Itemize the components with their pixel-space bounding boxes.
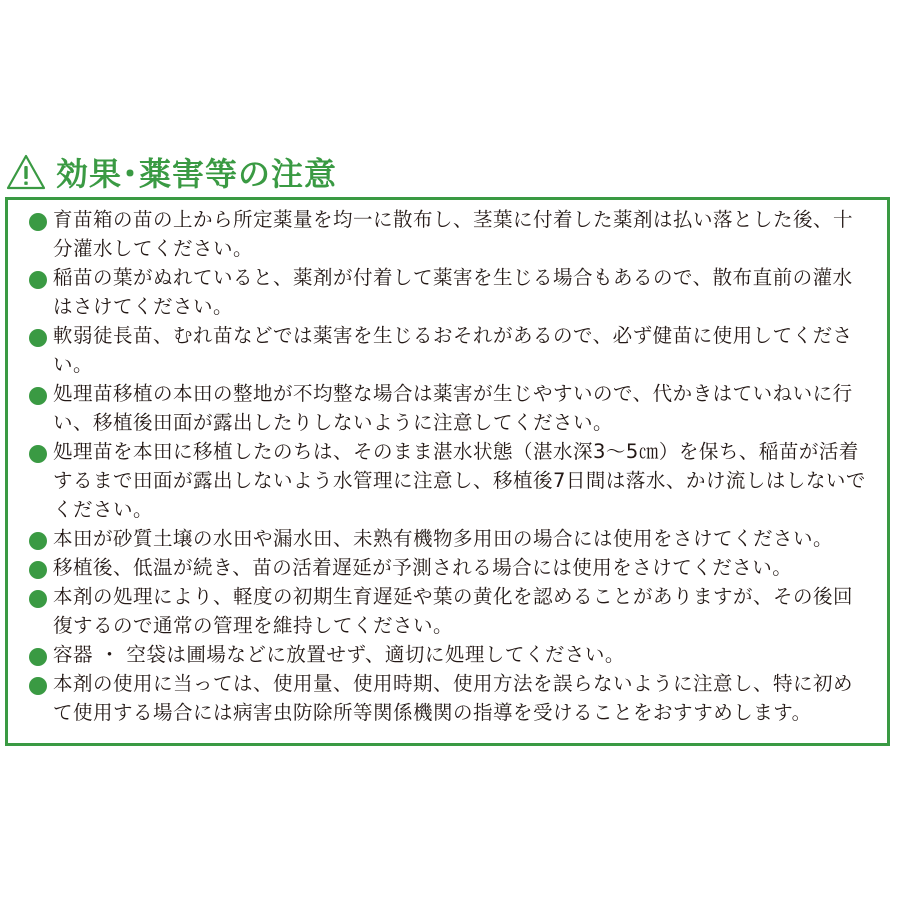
bullet-icon [29, 271, 47, 289]
bullet-icon [29, 561, 47, 579]
warning-triangle-icon [6, 154, 46, 190]
note-item [29, 553, 871, 582]
bullet-icon [29, 445, 47, 463]
note-item [29, 263, 871, 321]
note-text: 軟弱徒長苗、むれ苗などでは薬害を生じるおそれがあるので、必ず健苗に使用してください。 [53, 324, 853, 376]
note-text: 本剤の使用に当っては、使用量、使用時期、使用方法を誤らないように注意し、特に初めて使用する場合には病害虫防除所等関係機関の指導を受けることをおすすめします。 [53, 672, 854, 724]
bullet-icon [29, 213, 47, 231]
note-text: 移植後、低温が続き、苗の活着遅延が予測される場合には使用をさけてください。 [53, 556, 793, 579]
note-item [29, 582, 871, 640]
notes-box [5, 197, 890, 746]
note-text: 本田が砂質土壌の水田や漏水田、未熟有機物多用田の場合には使用をさけてください。 [53, 527, 834, 550]
note-text: 本剤の処理により、軽度の初期生育遅延や葉の黄化を認めることがありますが、その後回復するので通常の管理を維持してください。 [53, 585, 854, 637]
notes-list [29, 205, 871, 727]
section-title: 効果･薬害等の注意 [56, 155, 338, 193]
note-text: 処理苗を本田に移植したのちは、そのまま湛水状態（湛水深3～5㎝）を保ち、稲苗が活着するまで田面が露出しないよう水管理に注意し、移植後7日間は落水、かけ流しはしないでください。 [53, 440, 866, 521]
bullet-icon [29, 590, 47, 608]
bullet-icon [29, 329, 47, 347]
note-item [29, 379, 871, 437]
note-item [29, 669, 871, 727]
note-item [29, 524, 871, 553]
note-item [29, 321, 871, 379]
note-text: 容器 ・ 空袋は圃場などに放置せず、適切に処理してください。 [53, 643, 625, 666]
note-item [29, 437, 871, 524]
bullet-icon [29, 532, 47, 550]
bullet-icon [29, 387, 47, 405]
note-text: 稲苗の葉がぬれていると、薬剤が付着して薬害を生じる場合もあるので、散布直前の灌水はさけてください。 [53, 266, 853, 318]
note-item [29, 205, 871, 263]
bullet-icon [29, 677, 47, 695]
bullet-icon [29, 648, 47, 666]
note-item [29, 640, 871, 669]
note-text: 育苗箱の苗の上から所定薬量を均一に散布し、茎葉に付着した薬剤は払い落とした後、十分灌水してください。 [53, 208, 854, 260]
note-text: 処理苗移植の本田の整地が不均整な場合は薬害が生じやすいので、代かきはていねいに行い、移植後田面が露出したりしないように注意してください。 [53, 382, 853, 434]
section-header [6, 150, 337, 194]
